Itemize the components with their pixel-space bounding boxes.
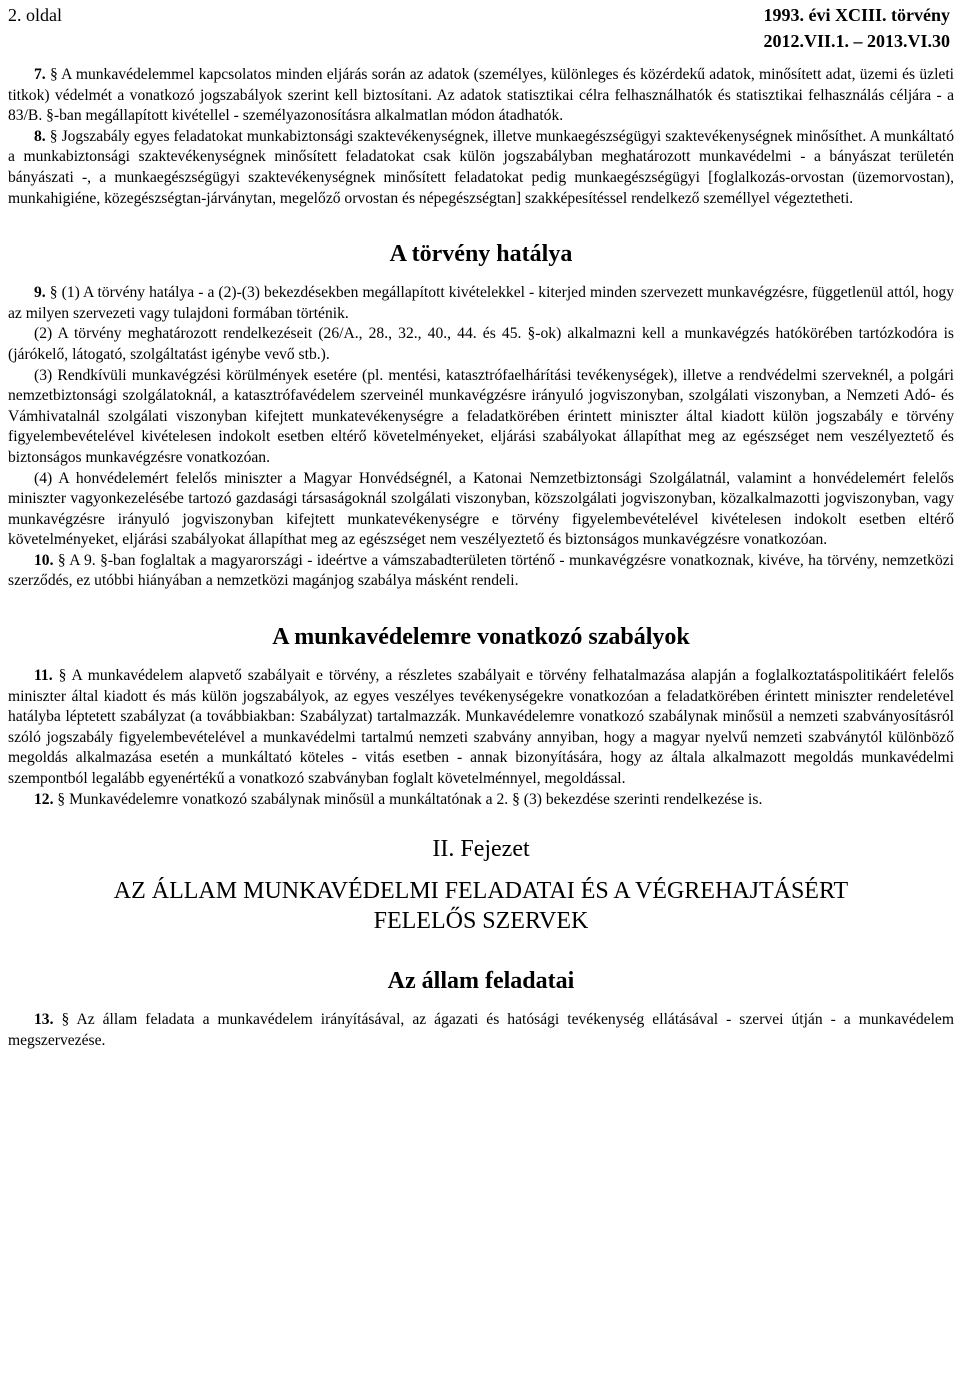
- section-9-para-3: (3) Rendkívüli munkavégzési körülmények esetére (pl. mentési, katasztrófaelhárítási tevékenységek), illetve a rendvédelmi szerveknél, a polgári nemzetbiztonsági szolgálatoknál, a katasztrófavédelem szerveinél munkavégzésre irányuló jogviszonyban, szolgálati viszonyban, a Nemzeti Adó- és Vámhivatalnál szolgálati viszonyban kifejtett munkatevékenységre a feladatkörében érintett miniszter által kiadott külön jogszabály e törvény figyelembevételével kivételesen indokolt esetben eltérő követelményeket, eljárási szabályokat állapíthat meg az egészséget nem veszélyeztető és biztonságos munkavégzésre vonatkozóan.: [8, 366, 954, 466]
- page-header: [8, 0, 954, 56]
- chapter-title-line-1: AZ ÁLLAM MUNKAVÉDELMI FELADATAI ÉS A VÉGREHAJTÁSÉRT: [113, 878, 849, 905]
- section-11: [8, 666, 954, 790]
- section-text: Jogszabály egyes feladatokat munkabiztonsági szaktevékenységnek, illetve munkaegészségügyi szaktevékenységnek minősíthet. A munkáltató a munkabiztonsági szaktevékenységnek minősített feladatokat csak külön jogszabályban meghatározott munkavédelmi - a bányászat területén bányászati -, a munkaegészségügyi szaktevékenységnek minősített feladatokat pedig munkaegészségügyi [foglalkozás-orvostan (üzemorvostan), munkahigiéne, közegészségtan-járványtan, megelőző orvostan és népegészségtan] szakképesítéssel rendelkező személlyel végeztetheti.: [8, 127, 954, 207]
- section-number: 13.: [34, 1011, 54, 1029]
- section-number: 8.: [34, 127, 46, 145]
- heading-state-tasks: Az állam feladatai: [387, 968, 575, 995]
- section-7: [8, 65, 954, 127]
- section-sign: §: [61, 1011, 70, 1029]
- section-text: Munkavédelemre vonatkozó szabálynak minősül a munkáltatónak a 2. § (3) bekezdése szerinti rendelkezése is.: [69, 790, 763, 808]
- chapter-number: II. Fejezet: [432, 836, 530, 863]
- section-sign: §: [49, 127, 58, 145]
- effective-date-range: 2012.VII.1. – 2013.VI.30: [763, 31, 950, 51]
- section-13: [8, 1010, 954, 1051]
- heading-safety-rules: A munkavédelemre vonatkozó szabályok: [272, 624, 690, 651]
- section-9-para-1: [8, 283, 954, 324]
- section-sign: §: [57, 790, 66, 808]
- section-number: 9.: [34, 284, 46, 302]
- law-reference: [763, 3, 950, 55]
- section-number: 12.: [34, 790, 54, 808]
- page-number: 2. oldal: [8, 5, 62, 25]
- section-text: Az állam feladata a munkavédelem irányításával, az ágazati és hatósági tevékenység ellátásával - szervei útján - a munkavédelem megszervezése.: [8, 1011, 954, 1049]
- law-title: 1993. évi XCIII. törvény: [763, 5, 950, 25]
- section-sign: §: [49, 284, 58, 302]
- section-number: 7.: [34, 66, 46, 83]
- section-text: A munkavédelemmel kapcsolatos minden eljárás során az adatok (személyes, különleges és közérdekű adatok, minősített adat, üzemi és üzleti titkok) védelmét a vonatkozó jogszabályok szerint kell biztosítani. Az adatok statisztikai célra felhasználhatók és statisztikai felhasználás céljára - a 83/B. §-ban megállapított kivétellel - személyazonosításra alkalmatlan módon átadhatók.: [8, 66, 955, 125]
- section-sign: §: [58, 667, 67, 685]
- section-text: A 9. §-ban foglaltak a magyarországi - ideértve a vámszabadterületen történő - munkavégzésre vonatkoznak, kivéve, ha törvény, nemzetközi szerződés, ez utóbbi hiányában a nemzetközi magánjog szabálya másként rendeli.: [8, 551, 955, 590]
- section-text: A munkavédelem alapvető szabályait e törvény, a részletes szabályait e törvény felhatalmazása alapján a foglalkoztatáspolitikáért felelős miniszter által kiadott és más külön jogszabályok, az egyes veszélyes tevékenységekre vonatkozóan a feladatkörében érintett miniszter rendeletével hatályba léptetett szabályzat (a továbbiakban: Szabályzat) tartalmazzák. Munkavédelemre vonatkozó szabálynak minősül a nemzeti szabványosításról szóló jogszabály figyelembevételével a munkavédelmi tartalmú nemzeti szabvány annyiban, hogy a magyar nyelvű nemzeti szabványtól különböző megoldás alkalmazása esetén a munkáltató köteles - vitás esetben - annak bizonyítására, hogy az általa alkalmazott megoldás munkavédelmi szempontból legalább egyenértékű a vonatkozó szabványban foglalt követelménnyel, megoldással.: [8, 667, 954, 788]
- section-12: [8, 790, 954, 811]
- section-8: [8, 127, 954, 209]
- section-sign: §: [49, 66, 58, 83]
- section-number: 10.: [34, 551, 54, 569]
- section-9-para-4: (4) A honvédelemért felelős miniszter a Magyar Honvédségnél, a Katonai Nemzetbiztonsági Szolgálatnál, valamint a honvédelemért felelős miniszter vagyonkezelésébe tartozó gazdasági társaságoknál szolgálati viszonyban, közszolgálati jogviszonyban, közalkalmazotti jogviszonyban, vagy munkavégzésre irányuló jogviszonyban kifejtett munkatevékenységre e törvény figyelembevételével kivételesen indokolt esetben eltérő követelményeket, eljárási szabályokat állapíthat meg az egészséget nem veszélyeztető és biztonságos munkavégzésre vonatkozóan.: [8, 469, 954, 549]
- section-number: 11.: [34, 667, 53, 685]
- section-sign: §: [57, 551, 66, 569]
- heading-law-scope: A törvény hatálya: [389, 241, 573, 268]
- section-9-para-2: (2) A törvény meghatározott rendelkezéseit (26/A., 28., 32., 40., 44. és 45. §-ok) alkalmazni kell a munkavégzés hatókörében tartózkodóra is (járókelő, látogató, szolgáltatást igénybe vevő stb.).: [8, 325, 954, 363]
- section-text: (1) A törvény hatálya - a (2)-(3) bekezdésekben megállapított kivételekkel - kiterjed minden szervezett munkavégzésre, függetlenül attól, hogy az milyen szervezeti vagy tulajdoni formában történik.: [8, 284, 954, 322]
- section-10: [8, 551, 954, 592]
- chapter-title-line-2: FELELŐS SZERVEK: [373, 908, 589, 935]
- document-page: [8, 0, 954, 1051]
